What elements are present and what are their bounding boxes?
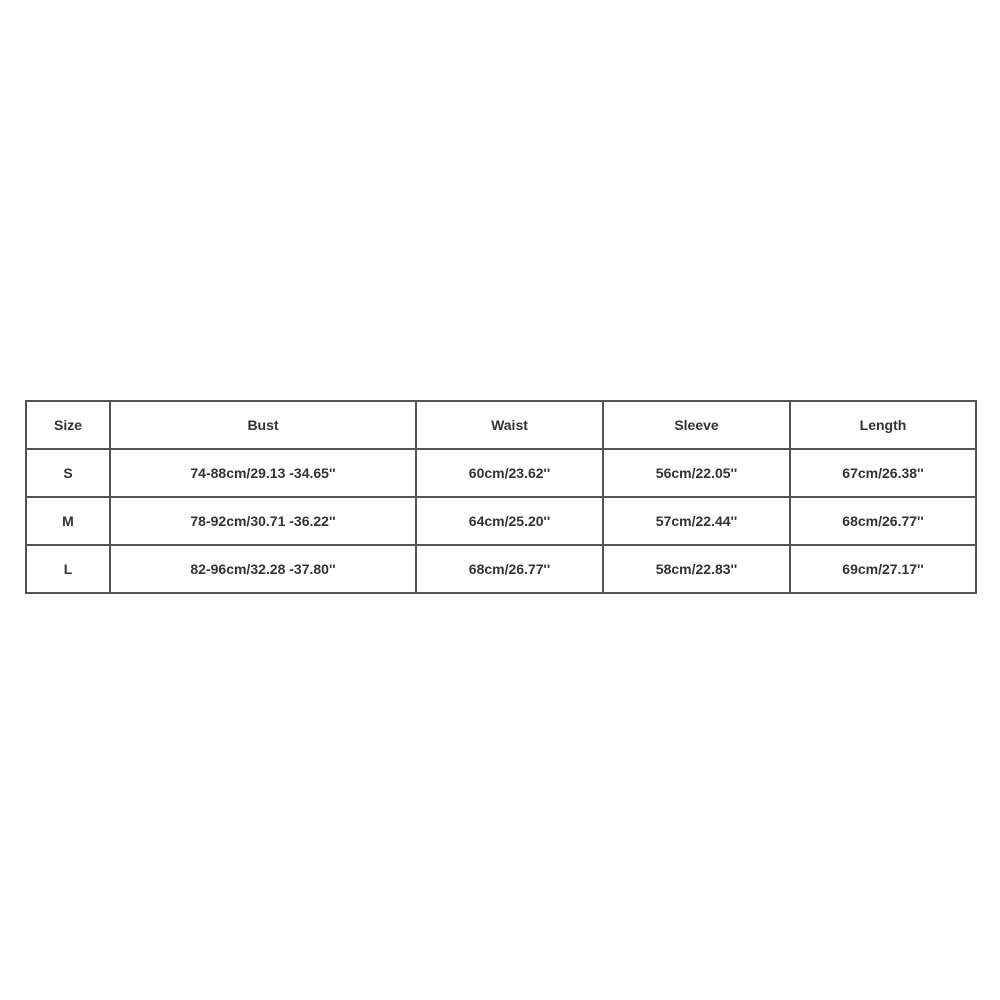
cell-bust: 82-96cm/32.28 -37.80'' xyxy=(110,545,416,593)
table-row xyxy=(26,545,976,593)
cell-bust: 78-92cm/30.71 -36.22'' xyxy=(110,497,416,545)
cell-length: 68cm/26.77'' xyxy=(790,497,976,545)
cell-size: L xyxy=(26,545,110,593)
header-row xyxy=(26,401,976,449)
cell-size: S xyxy=(26,449,110,497)
size-chart-table xyxy=(25,400,977,594)
table-row xyxy=(26,497,976,545)
cell-length: 69cm/27.17'' xyxy=(790,545,976,593)
cell-waist: 64cm/25.20'' xyxy=(416,497,603,545)
header-sleeve: Sleeve xyxy=(603,401,790,449)
cell-sleeve: 57cm/22.44'' xyxy=(603,497,790,545)
cell-length: 67cm/26.38'' xyxy=(790,449,976,497)
cell-sleeve: 58cm/22.83'' xyxy=(603,545,790,593)
cell-waist: 60cm/23.62'' xyxy=(416,449,603,497)
header-length: Length xyxy=(790,401,976,449)
header-bust: Bust xyxy=(110,401,416,449)
cell-bust: 74-88cm/29.13 -34.65'' xyxy=(110,449,416,497)
header-waist: Waist xyxy=(416,401,603,449)
table-row xyxy=(26,449,976,497)
cell-waist: 68cm/26.77'' xyxy=(416,545,603,593)
cell-sleeve: 56cm/22.05'' xyxy=(603,449,790,497)
cell-size: M xyxy=(26,497,110,545)
header-size: Size xyxy=(26,401,110,449)
